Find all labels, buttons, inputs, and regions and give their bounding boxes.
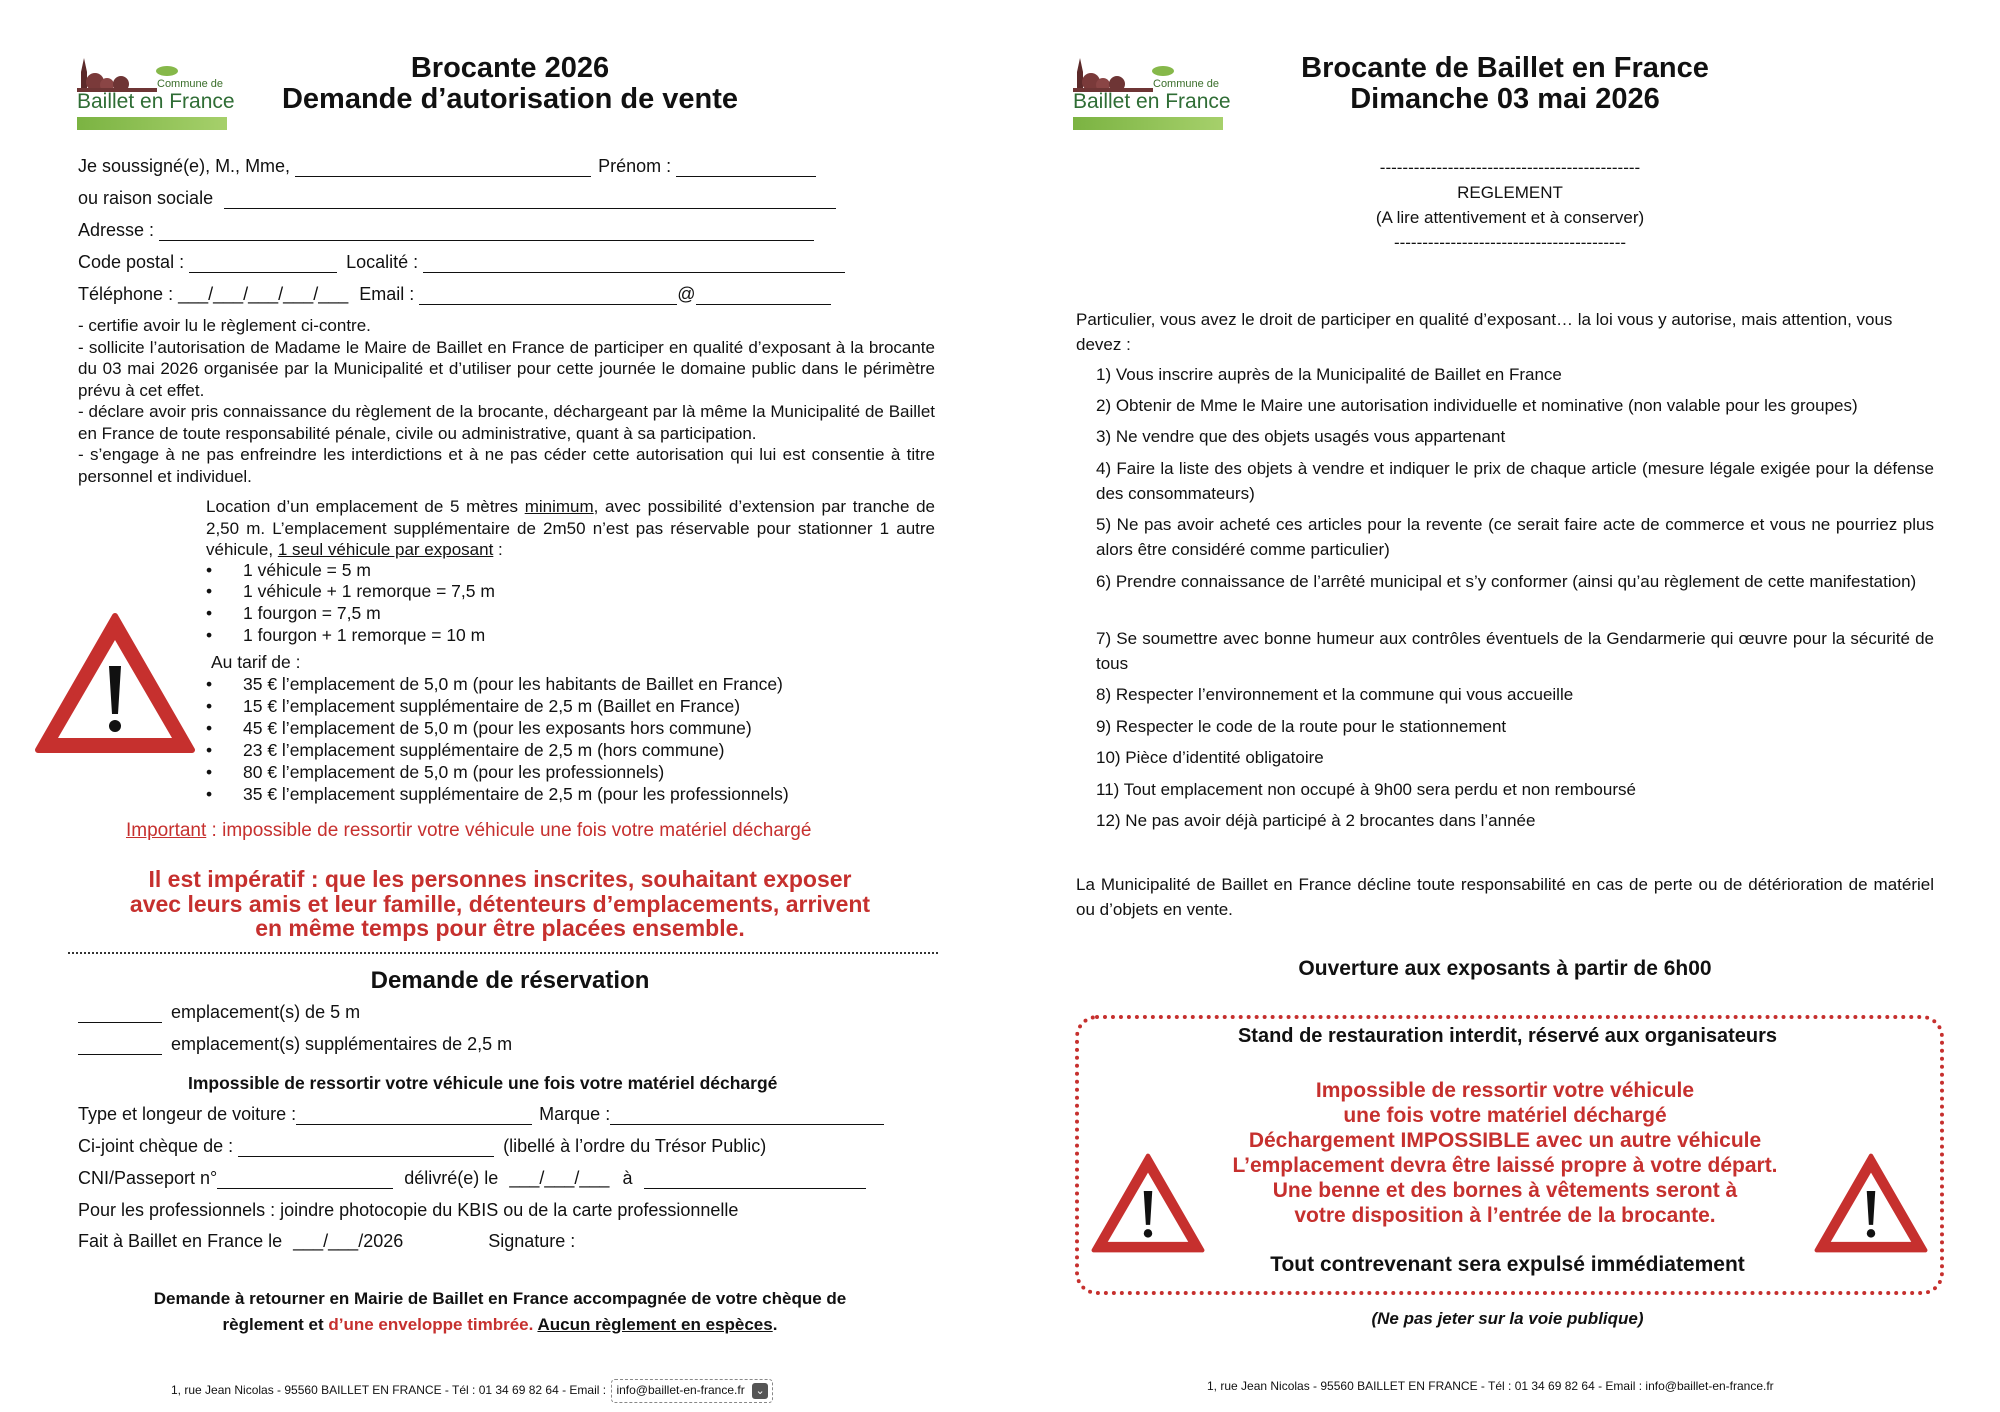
tarif-text: 35 € l’emplacement supplémentaire de 2,5 m (pour les professionnels) — [243, 784, 789, 804]
vehicle-text: 1 fourgon = 7,5 m — [243, 603, 381, 623]
tel-row — [78, 284, 831, 305]
cni-input[interactable] — [217, 1168, 393, 1189]
signature-label: Signature : — [488, 1231, 576, 1251]
warning-triangle-icon — [30, 608, 200, 758]
warning-triangle-icon — [1088, 1150, 1208, 1256]
bullet-dot: • — [206, 674, 213, 694]
retour-red-text: d’une enveloppe timbrée. — [328, 1315, 534, 1334]
declaration-2: - sollicite l’autorisation de Madame le Maire de Baillet en France de participer en qualité d’exposant à la brocante du 03 mai 2026 organisée par la Municipalité et d’utiliser pour cette journée le domaine public dans le périmètre prévu à cet effet. — [78, 337, 935, 400]
village-skyline-icon — [1073, 52, 1153, 92]
page-title — [1205, 53, 1805, 115]
imperatif-line: avec leurs amis et leur famille, détenteurs d’emplacements, arrivent — [129, 890, 871, 917]
declarations — [78, 315, 935, 487]
res-25m-label: emplacement(s) supplémentaires de 2,5 m — [171, 1034, 513, 1054]
raison-row — [78, 188, 836, 209]
retour-line-1: Demande à retourner en Mairie de Baillet en France accompagnée de votre chèque de — [153, 1289, 847, 1308]
adresse-row — [78, 220, 814, 241]
logo-text-small: Commune de — [1153, 78, 1220, 90]
cheque-input[interactable] — [238, 1136, 494, 1157]
fait-row — [78, 1231, 575, 1252]
rule-item: 7) Se soumettre avec bonne humeur aux contrôles éventuels de la Gendarmerie qui œuvre pour la sécurité de tous — [1096, 629, 1934, 673]
important-label: Important — [126, 820, 207, 841]
cp-row — [78, 252, 845, 273]
rule-item: 6) Prendre connaissance de l’arrêté municipal et s’y conformer (ainsi qu’au règlement de cette manifestation) — [1096, 572, 1917, 591]
page-title — [220, 53, 800, 115]
adresse-label: Adresse : — [78, 220, 155, 240]
rule-item: 5) Ne pas avoir acheté ces articles pour la revente (ce serait faire acte de commerce et vous ne pourriez plus alors être considéré comme particulier) — [1096, 515, 1934, 559]
cheque-row — [78, 1136, 766, 1157]
red-warning-line: Impossible de ressortir votre véhicule — [1315, 1079, 1695, 1102]
right-page — [1000, 0, 2000, 1412]
bullet-dot: • — [206, 740, 213, 760]
rule-item: 11) Tout emplacement non occupé à 9h00 sera perdu et non remboursé — [1096, 780, 1636, 799]
bullet-dot: • — [206, 762, 213, 782]
type-label: Type et longeur de voiture : — [78, 1104, 297, 1124]
important-note — [126, 820, 811, 842]
location-paragraph — [206, 496, 935, 561]
title-line-2: Dimanche 03 mai 2026 — [1350, 83, 1660, 115]
bullet-dot: • — [206, 696, 213, 716]
village-skyline-icon — [77, 52, 157, 92]
footer: 1, rue Jean Nicolas - 95560 BAILLET EN FRANCE - Tél : 01 34 69 82 64 - Email : info@baillet-en-france.fr — [1207, 1379, 1774, 1393]
declaration-1: - certifie avoir lu le règlement ci-contre. — [78, 316, 371, 335]
red-warning-line: Déchargement IMPOSSIBLE avec un autre véhicule — [1248, 1129, 1762, 1152]
name-input[interactable] — [295, 156, 591, 177]
res-25m-row — [78, 1034, 512, 1055]
commune-logo — [77, 52, 235, 132]
reglement-subtitle: (A lire attentivement et à conserver) — [1375, 208, 1645, 227]
retour-line-2 — [80, 1312, 920, 1338]
delivre-date-input[interactable]: ___/___/___ — [509, 1168, 610, 1188]
raison-label: ou raison sociale — [78, 188, 214, 208]
imperatif-notice — [60, 867, 940, 941]
fait-label: Fait à Baillet en France le — [78, 1231, 283, 1251]
localite-input[interactable] — [423, 252, 845, 273]
email-input-user[interactable] — [419, 284, 677, 305]
delivre-place-input[interactable] — [644, 1168, 866, 1189]
cheque-label: Ci-joint chèque de : — [78, 1136, 234, 1156]
logo-green-band — [1073, 117, 1223, 130]
marque-input[interactable] — [610, 1104, 884, 1125]
rule-item: 2) Obtenir de Mme le Maire une autorisation individuelle et nominative (non valable pour les groupes) — [1096, 396, 1858, 415]
logo-text-main: Baillet en France — [77, 90, 235, 113]
reglement-intro: Particulier, vous avez le droit de participer en qualité d’exposant… la loi vous y autorise, mais attention, vous devez : — [1076, 310, 1893, 354]
vehicle-text: 1 véhicule + 1 remorque = 7,5 m — [243, 581, 495, 601]
reservation-title: Demande de réservation — [370, 967, 650, 994]
bullet-dot: • — [206, 625, 213, 645]
tel-input[interactable]: Téléphone : ___/___/___/___/___ — [78, 284, 349, 304]
location-text-b: , avec possibilité d’extension par tranche de 2,50 m. L’emplacement supplémentaire de 2m50 n’est pas réservable pour stationner 1 autre véhicule, — [206, 497, 936, 559]
email-input-domain[interactable] — [696, 284, 831, 305]
tarif-text: 15 € l’emplacement supplémentaire de 2,5 m (Baillet en France) — [243, 696, 741, 716]
cni-label: CNI/Passeport n° — [78, 1168, 218, 1188]
bullet-dot: • — [206, 784, 213, 804]
rule-item: 8) Respecter l’environnement et la commune qui vous accueille — [1096, 685, 1574, 704]
rule-item: 12) Ne pas avoir déjà participé à 2 brocantes dans l’année — [1096, 811, 1536, 830]
bullet-dot: • — [206, 603, 213, 623]
location-text-c: : — [493, 540, 503, 559]
title-line-1: Brocante 2026 — [410, 52, 610, 84]
red-warning-line: L’emplacement devra être laissé propre à votre départ. — [1232, 1154, 1778, 1177]
marque-label: Marque : — [539, 1104, 611, 1124]
commune-logo — [1073, 52, 1231, 132]
tarif-label: Au tarif de : — [211, 652, 301, 672]
logo-green-band — [77, 117, 227, 130]
cp-label: Code postal : — [78, 252, 185, 272]
footer-email-link[interactable]: info@baillet-en-france.fr — [616, 1383, 745, 1398]
retour-text: règlement et — [222, 1315, 329, 1334]
res-5m-row — [78, 1002, 360, 1023]
rule-item: 3) Ne vendre que des objets usagés vous appartenant — [1096, 427, 1506, 446]
location-text-a: Location d’un emplacement de 5 mètres — [206, 497, 525, 516]
vehicle-text: 1 véhicule = 5 m — [243, 560, 371, 580]
prenom-label: Prénom : — [598, 156, 672, 176]
res-5m-label: emplacement(s) de 5 m — [171, 1002, 361, 1022]
prenom-input[interactable] — [676, 156, 816, 177]
logo-text-main: Baillet en France — [1073, 90, 1231, 113]
bullet-dot: • — [206, 581, 213, 601]
rule-item: 4) Faire la liste des objets à vendre et indiquer le prix de chaque article (mesure légale exigée pour la défense des consommateurs) — [1096, 459, 1934, 503]
retour-end: . — [772, 1315, 778, 1334]
reglement-header — [1210, 155, 1810, 255]
red-warning-line: une fois votre matériel déchargé — [1343, 1104, 1667, 1127]
title-line-1: Brocante de Baillet en France — [1301, 52, 1709, 84]
name-label: Je soussigné(e), M., Mme, — [78, 156, 291, 176]
adresse-input[interactable] — [159, 220, 814, 241]
swoosh-icon — [1151, 64, 1175, 78]
retour-notice — [80, 1286, 920, 1338]
imperatif-line: en même temps pour être placées ensemble. — [255, 915, 745, 941]
tarif-text: 45 € l’emplacement de 5,0 m (pour les exposants hors commune) — [243, 718, 752, 738]
declaration-3: - déclare avoir pris connaissance du règlement de la brocante, déchargeant par là même la Municipalité de Baillet en France de toute responsabilité pénale, civile ou administrative, quant à sa participation. — [78, 402, 935, 443]
logo-text-small: Commune de — [157, 78, 224, 90]
retour-underlined: Aucun règlement en espèces — [537, 1315, 773, 1334]
email-label: Email : — [359, 284, 415, 304]
bullet-dot: • — [206, 718, 213, 738]
tarif-text: 23 € l’emplacement supplémentaire de 2,5 m (hors commune) — [243, 740, 725, 760]
footer-address: 1, rue Jean Nicolas - 95560 BAILLET EN FRANCE - Tél : 01 34 69 82 64 - Email : — [171, 1383, 607, 1398]
red-warning-line: Une benne et des bornes à vêtements seront à — [1272, 1179, 1738, 1202]
cni-row — [78, 1168, 866, 1189]
delivre-label: délivré(e) le — [404, 1168, 499, 1188]
rule-item: 9) Respecter le code de la route pour le stationnement — [1096, 717, 1507, 736]
swoosh-icon — [155, 64, 179, 78]
ouverture-notice: Ouverture aux exposants à partir de 6h00 — [1298, 957, 1712, 980]
res-25m-input[interactable] — [78, 1034, 162, 1055]
red-warning-line: votre disposition à l’entrée de la brocante. — [1294, 1204, 1716, 1227]
pro-line: Pour les professionnels : joindre photocopie du KBIS ou de la carte professionnelle — [78, 1200, 739, 1220]
fait-date-input[interactable]: ___/___/2026 — [293, 1231, 404, 1251]
footer-email-box[interactable] — [611, 1379, 773, 1403]
vehicle-text: 1 fourgon + 1 remorque = 10 m — [243, 625, 486, 645]
rule-item: 10) Pièce d’identité obligatoire — [1096, 748, 1324, 767]
localite-label: Localité : — [346, 252, 419, 272]
dotted-separator — [68, 952, 938, 954]
cheque-tail: (libellé à l’ordre du Trésor Public) — [503, 1136, 767, 1156]
dashes-bottom: ----------------------------------------- — [1393, 233, 1627, 252]
email-at: @ — [677, 284, 696, 304]
impossible-bold-note: Impossible de ressortir votre véhicule une fois votre matériel déchargé — [188, 1073, 778, 1093]
tarif-text: 80 € l’emplacement de 5,0 m (pour les professionnels) — [243, 762, 665, 782]
red-warning-block — [1170, 1078, 1840, 1228]
declaration-4: - s’engage à ne pas enfreindre les interdictions et à ne pas céder cette autorisation qui lui est consentie à titre personnel et individuel. — [78, 445, 935, 486]
warning-triangle-icon — [1811, 1150, 1931, 1256]
rule-item: 1) Vous inscrire auprès de la Municipalité de Baillet en France — [1096, 365, 1562, 384]
cp-input[interactable] — [189, 252, 337, 273]
decline-text: La Municipalité de Baillet en France décline toute responsabilité en cas de perte ou de détérioration de matériel ou d’objets en vente. — [1076, 875, 1934, 919]
name-field-row — [78, 156, 816, 177]
important-text: : impossible de ressortir votre véhicule une fois votre matériel déchargé — [206, 820, 812, 841]
location-minimum: minimum — [524, 497, 594, 516]
ne-pas-jeter-note: (Ne pas jeter sur la voie publique) — [1371, 1309, 1644, 1328]
res-5m-input[interactable] — [78, 1002, 162, 1023]
dashes-top: ---------------------------------------------- — [1379, 158, 1641, 177]
footer — [171, 1379, 773, 1403]
expulse-notice: Tout contrevenant sera expulsé immédiatement — [1270, 1253, 1745, 1276]
reglement-title: REGLEMENT — [1457, 183, 1563, 202]
bullet-dot: • — [206, 560, 213, 580]
raison-input[interactable] — [224, 188, 836, 209]
title-line-2: Demande d’autorisation de vente — [281, 83, 739, 115]
location-one-vehicle: 1 seul véhicule par exposant — [277, 540, 494, 559]
vehicle-type-row — [78, 1104, 884, 1125]
stand-notice: Stand de restauration interdit, réservé aux organisateurs — [1237, 1025, 1778, 1047]
a-label: à — [622, 1168, 633, 1188]
tarif-text: 35 € l’emplacement de 5,0 m (pour les habitants de Baillet en France) — [243, 674, 783, 694]
type-input[interactable] — [296, 1104, 532, 1125]
chevron-down-icon[interactable]: ⌄ — [752, 1383, 768, 1399]
imperatif-line: Il est impératif : que les personnes inscrites, souhaitant exposer — [148, 866, 852, 892]
